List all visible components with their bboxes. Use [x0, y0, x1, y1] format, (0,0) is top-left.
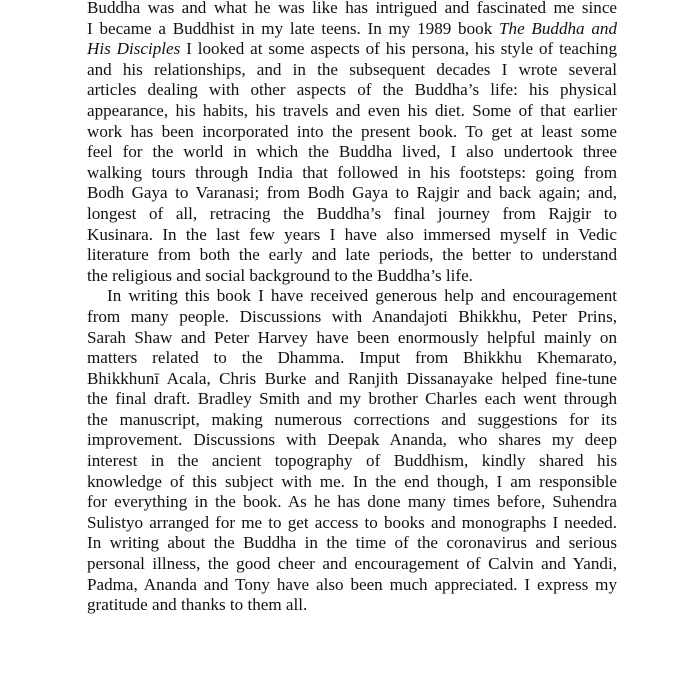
- text-line: work has been incorporated into the present book. To get at least some: [87, 121, 617, 141]
- text-line: the religious and social background to the Buddha’s life.: [87, 265, 473, 285]
- text-line: Bhikkhunī Acala, Chris Burke and Ranjith Dissanayake helped fine-tune: [87, 368, 617, 388]
- text-line: articles dealing with other aspects of the Buddha’s life: his physical: [87, 80, 617, 100]
- text-line: [87, 19, 617, 40]
- text-line: appearance, his habits, his travels and even his diet. Some of that earlier: [87, 100, 617, 120]
- text-line: improvement. Discussions with Deepak Ananda, who shares my deep: [87, 430, 617, 450]
- book-title: His Disciples: [87, 39, 181, 59]
- text-line: In writing about the Buddha in the time of the coronavirus and serious: [87, 533, 617, 553]
- text-line: In writing this book I have received generous help and encouragement: [107, 286, 617, 306]
- text-line: walking tours through India that followed in his footsteps: going from: [87, 162, 617, 182]
- book-title: The Buddha and: [499, 18, 617, 38]
- text-line: Sarah Shaw and Peter Harvey have been enormously helpful mainly on: [87, 327, 617, 347]
- text-line: the manuscript, making numerous corrections and suggestions for its: [87, 409, 617, 429]
- text-line: Bodh Gaya to Varanasi; from Bodh Gaya to Rajgir and back again; and,: [87, 183, 617, 203]
- text-line: knowledge of this subject with me. In the end though, I am responsible: [87, 471, 617, 491]
- document-page: [87, 0, 617, 616]
- text-line: Sulistyo arranged for me to get access to books and monographs I needed.: [87, 512, 617, 532]
- text-line: interest in the ancient topography of Buddhism, kindly shared his: [87, 451, 617, 471]
- text-line: personal illness, the good cheer and encouragement of Calvin and Yandi,: [87, 554, 617, 574]
- text-span: I looked at some aspects of his persona, his style of teaching: [180, 39, 617, 59]
- text-line: Kusinara. In the last few years I have also immersed myself in Vedic: [87, 224, 617, 244]
- text-line: for everything in the book. As he has done many times before, Suhendra: [87, 492, 617, 512]
- text-span: I became a Buddhist in my late teens. In my 1989 book: [87, 18, 500, 38]
- text-line: Padma, Ananda and Tony have also been much appreciated. I express my: [87, 574, 617, 594]
- text-line: longest of all, retracing the Buddha’s final journey from Rajgir to: [87, 203, 617, 223]
- text-line: Buddha was and what he was like has intrigued and fascinated me since: [87, 0, 617, 17]
- text-line: and his relationships, and in the subsequent decades I wrote several: [87, 59, 617, 79]
- text-line: matters related to the Dhamma. Imput from Bhikkhu Khemarato,: [87, 348, 617, 368]
- text-line: literature from both the early and late periods, the better to understand: [87, 245, 617, 265]
- text-line: from many people. Discussions with Anandajoti Bhikkhu, Peter Prins,: [87, 306, 617, 326]
- text-line: [87, 39, 617, 60]
- text-line: the final draft. Bradley Smith and my brother Charles each went through: [87, 389, 617, 409]
- paragraph-2: [87, 286, 617, 616]
- text-line: gratitude and thanks to them all.: [87, 595, 308, 615]
- paragraph-1: [87, 0, 617, 286]
- text-line: feel for the world in which the Buddha lived, I also undertook three: [87, 142, 617, 162]
